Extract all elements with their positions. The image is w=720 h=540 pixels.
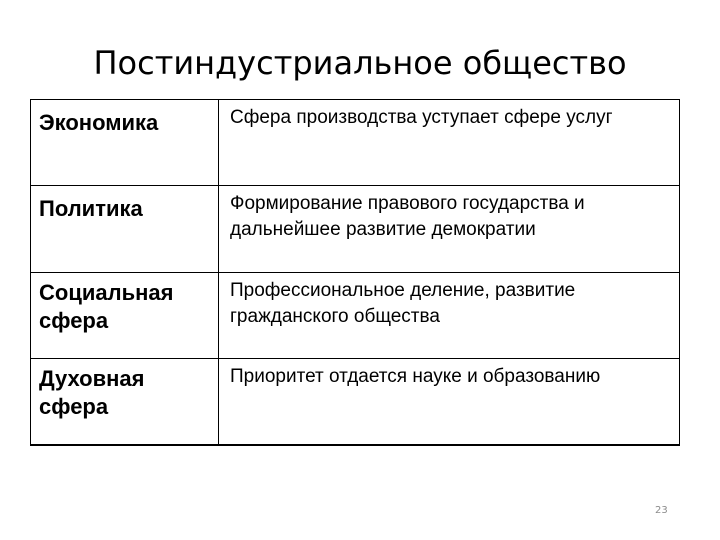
description-cell-social: Профессиональное деление, развитие гражданского общества [230,279,576,327]
sphere-cell-economy: Экономика [31,100,219,185]
description-cell-politics: Формирование правового государства и дальнейшее развитие демократии [230,193,585,241]
slide-title: Постиндустриальное общество [93,44,627,82]
description-cell-spiritual: Приоритет отдается науке и образованию [230,365,601,387]
sphere-cell-social: Социальная сфера [31,273,219,358]
table-row [31,100,679,185]
table-row [31,185,679,271]
page-number: 23 [655,505,668,516]
sphere-cell-politics: Политика [31,186,219,271]
sphere-cell-spiritual: Духовная сфера [31,359,219,444]
description-cell-economy: Сфера производства уступает сфере услуг [230,107,613,128]
society-table [30,99,680,446]
table-row [31,272,679,358]
table-row [31,358,679,444]
